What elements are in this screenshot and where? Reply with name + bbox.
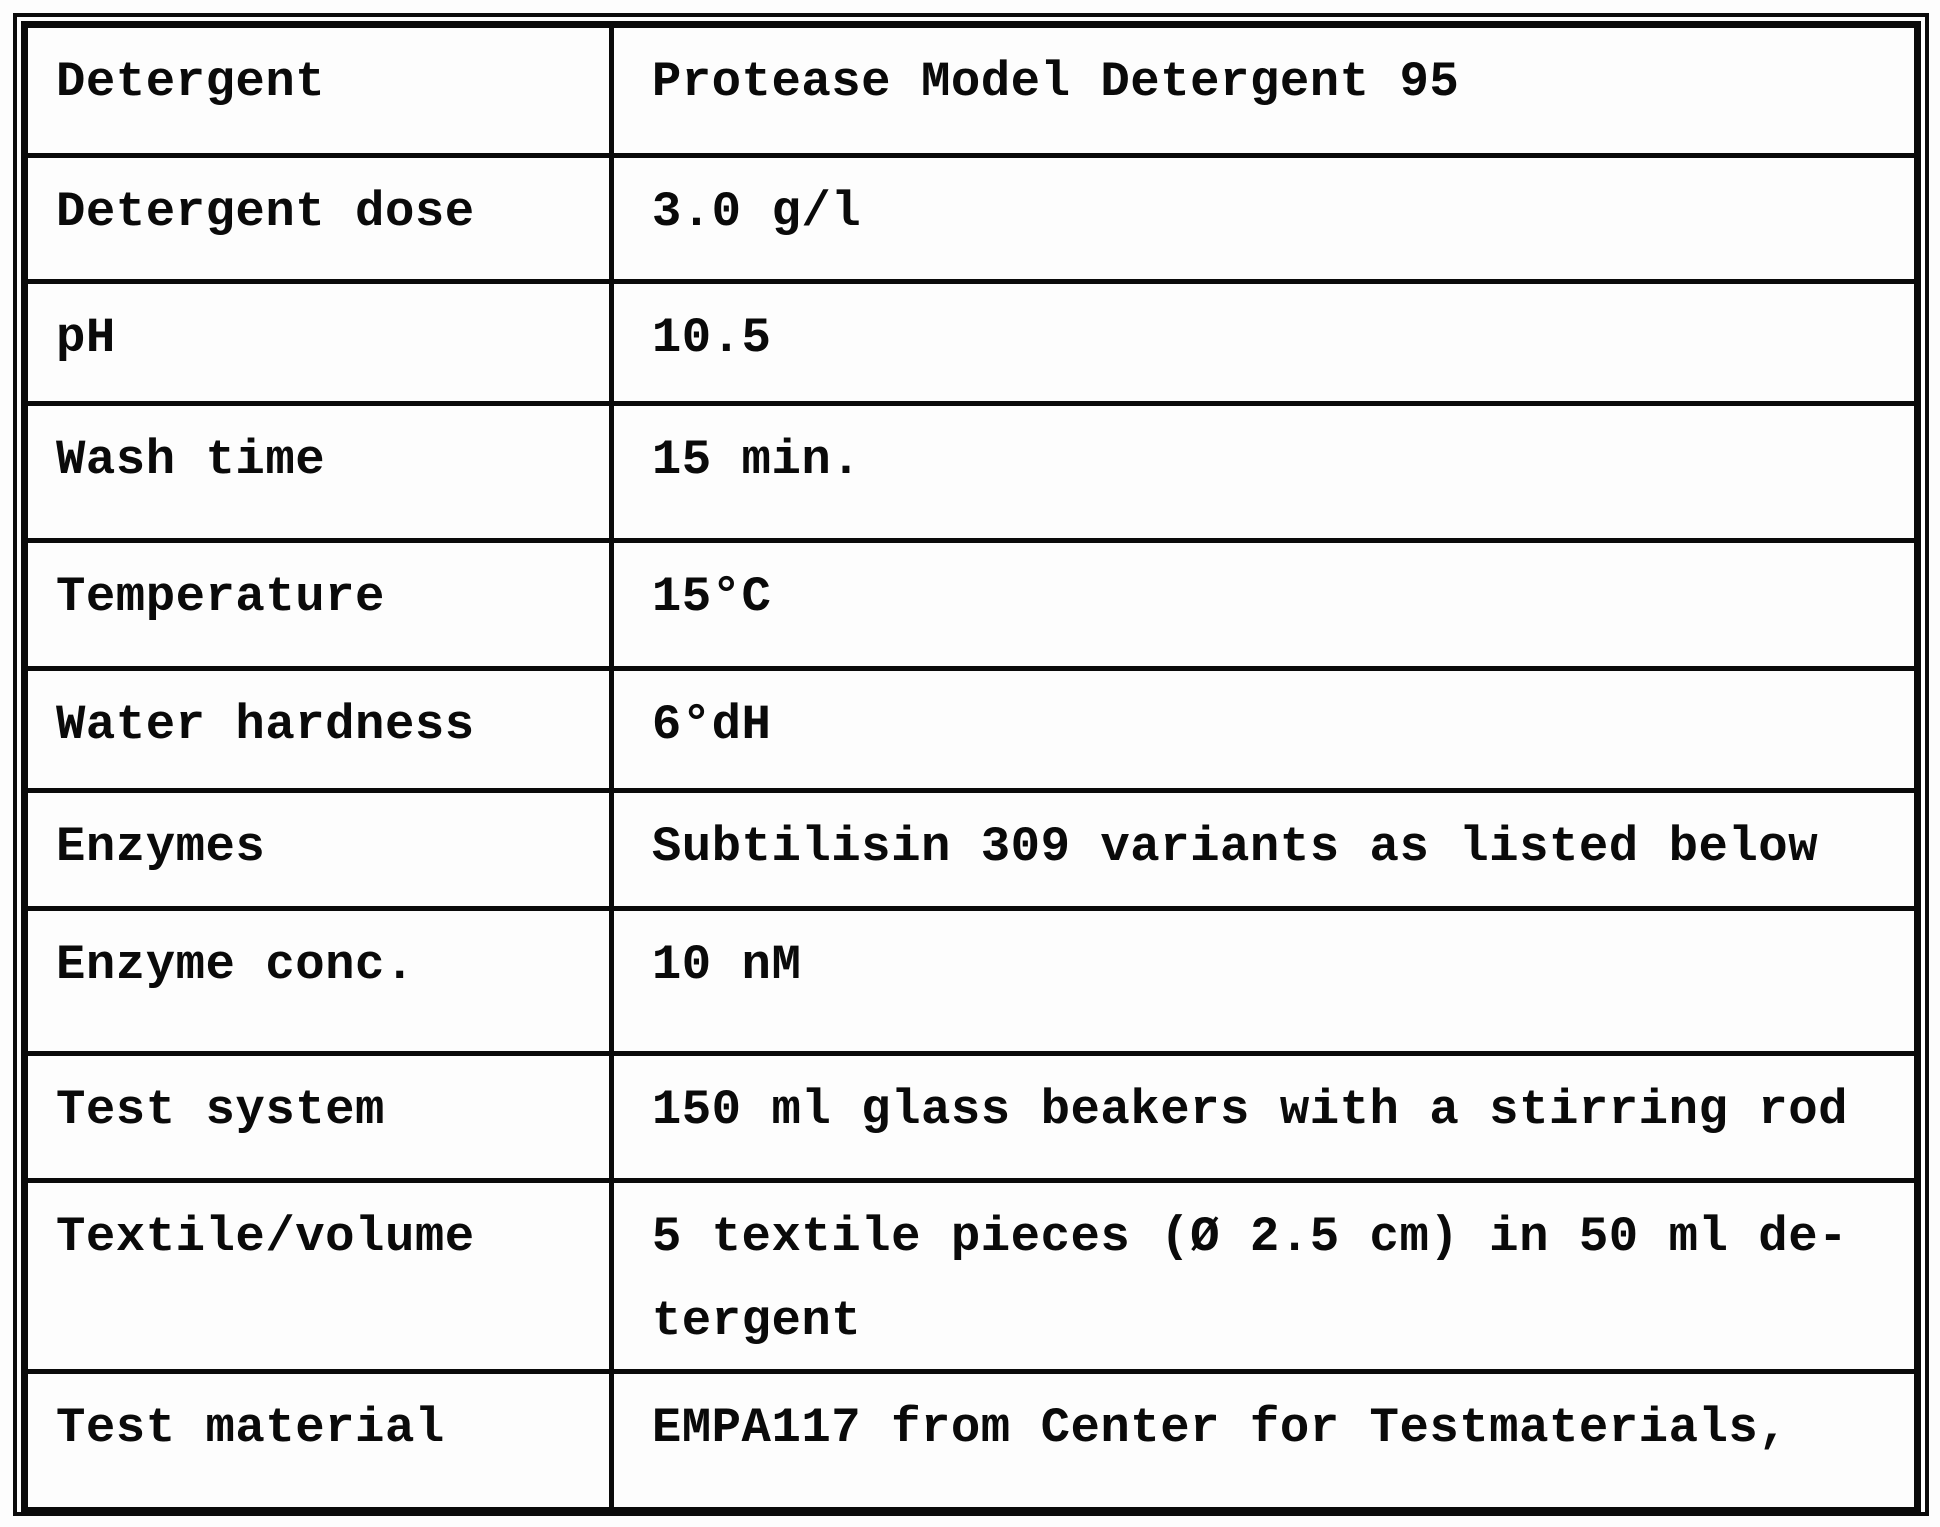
row-value: 10 nM	[611, 909, 1917, 1054]
row-label: pH	[25, 282, 612, 404]
table-row-test-system	[25, 1054, 1918, 1181]
row-value: Protease Model Detergent 95	[611, 25, 1917, 156]
row-label: Enzymes	[25, 791, 612, 909]
row-value: Subtilisin 309 variants as listed below	[611, 791, 1917, 909]
row-label: Wash time	[25, 404, 612, 541]
table-row-test-material	[25, 1372, 1918, 1511]
row-value-line-2: tergent	[651, 1293, 862, 1350]
row-value	[611, 1181, 1917, 1372]
row-label: Enzyme conc.	[25, 909, 612, 1054]
table-row-enzymes	[25, 791, 1918, 909]
wash-conditions-table	[21, 21, 1921, 1514]
row-label: Textile/volume	[25, 1181, 612, 1372]
table-row-detergent-dose	[25, 156, 1918, 282]
row-value: 15 min.	[611, 404, 1917, 541]
row-label: Test material	[25, 1372, 612, 1511]
table-row-water-hardness	[25, 669, 1918, 791]
row-label: Detergent	[25, 25, 612, 156]
row-value: 6°dH	[611, 669, 1917, 791]
table-row-ph	[25, 282, 1918, 404]
table-row-temperature	[25, 541, 1918, 669]
table-outer-frame	[13, 13, 1929, 1516]
row-value: EMPA117 from Center for Testmaterials,	[611, 1372, 1917, 1511]
row-value: 3.0 g/l	[611, 156, 1917, 282]
table-row-wash-time	[25, 404, 1918, 541]
row-label: Detergent dose	[25, 156, 612, 282]
table-row-textile-volume	[25, 1181, 1918, 1372]
table-row-detergent	[25, 25, 1918, 156]
row-value: 15°C	[611, 541, 1917, 669]
row-label: Test system	[25, 1054, 612, 1181]
table-row-enzyme-conc	[25, 909, 1918, 1054]
row-value: 10.5	[611, 282, 1917, 404]
row-label: Water hardness	[25, 669, 612, 791]
row-label: Temperature	[25, 541, 612, 669]
row-value: 150 ml glass beakers with a stirring rod	[611, 1054, 1917, 1181]
row-value-line-1: 5 textile pieces (Ø 2.5 cm) in 50 ml de-	[651, 1209, 1849, 1265]
